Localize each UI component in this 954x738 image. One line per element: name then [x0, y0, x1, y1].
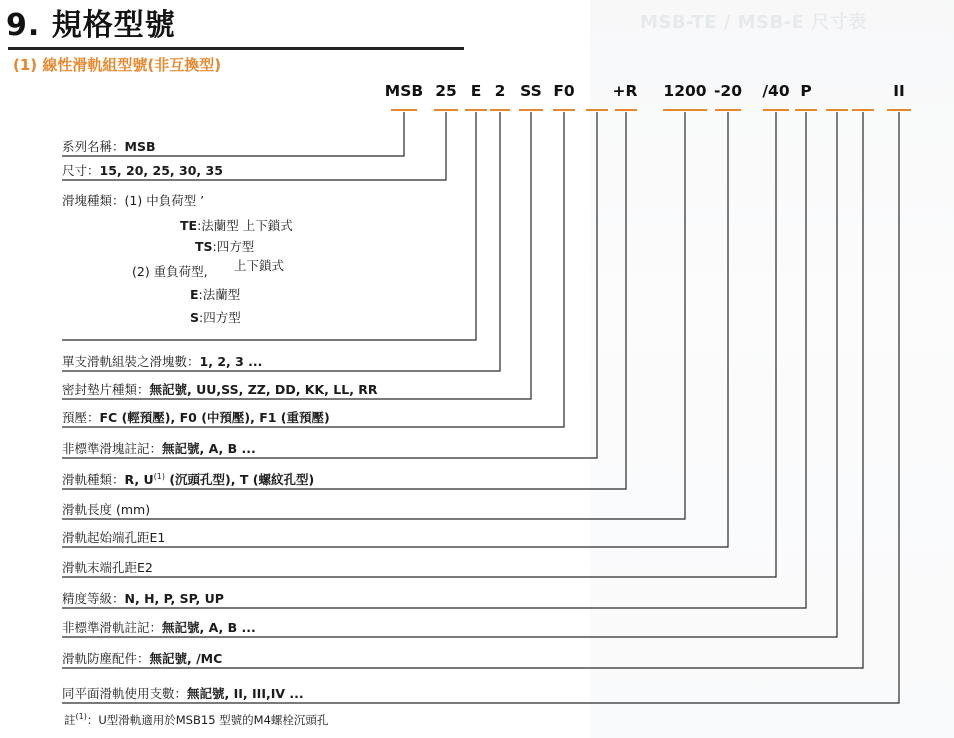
option-desc: :四方型 — [212, 239, 255, 254]
code-segment-series: MSB — [384, 82, 424, 100]
option-desc: :四方型 — [199, 310, 241, 325]
row-label: 精度等級： — [62, 591, 125, 606]
option-code: TS — [195, 239, 213, 254]
row-size — [62, 161, 223, 179]
code-segment-preload: F0 — [553, 82, 575, 100]
option-desc: :法蘭型 — [198, 287, 241, 302]
row-label: 滑軌末端孔距E2 — [62, 560, 153, 575]
code-segment-size: 25 — [435, 82, 457, 100]
row-label: 單支滑軌組裝之滑塊數： — [62, 354, 200, 369]
block-option-s — [190, 308, 241, 326]
row-label: 滑軌長度 (mm) — [62, 502, 151, 517]
code-segment-accuracy: P — [800, 82, 812, 100]
row-label: 滑塊種類： — [62, 193, 125, 208]
option-code: S — [190, 310, 200, 325]
option-code: TE — [180, 218, 198, 233]
option-desc: :法蘭型 上下鎖式 — [197, 218, 293, 233]
footnote-mark: (1) — [75, 712, 87, 722]
footnote-prefix: 註 — [64, 713, 76, 727]
row-label: 預壓： — [62, 410, 100, 425]
code-segment-block-count: 2 — [494, 82, 506, 100]
footnote-text: ：U型滑軌適用於MSB15 型號的M4螺栓沉頭孔 — [86, 713, 329, 727]
background-ghost-title: MSB-TE / MSB-E 尺寸表 — [640, 12, 867, 33]
footnote-mark: (1) — [153, 471, 165, 481]
row-value: 15, 20, 25, 30, 35 — [99, 163, 223, 178]
code-segment-rail-type: +R — [612, 82, 638, 100]
row-rail-type — [62, 470, 314, 488]
row-seal — [62, 380, 378, 398]
code-segment-e2: /40 — [762, 82, 790, 100]
code-segment-block-type: E — [470, 82, 482, 100]
block-option-te — [180, 216, 293, 234]
row-block-type — [62, 191, 204, 209]
block-type-heavy: (2) 重負荷型, — [132, 264, 208, 279]
row-value: 無記號, A, B ... — [162, 441, 256, 456]
row-accuracy — [62, 589, 224, 607]
row-label: 滑軌起始端孔距E1 — [62, 530, 166, 545]
row-value: MSB — [124, 139, 156, 154]
row-nonstd-rail — [62, 618, 256, 636]
code-segment-parallel: II — [893, 82, 905, 100]
row-value: 1, 2, 3 ... — [199, 354, 263, 369]
page-title: 9. 規格型號 — [6, 8, 176, 43]
row-value: 無記號, II, III,IV ... — [187, 686, 304, 701]
block-option-ts — [195, 237, 254, 255]
row-value: N, H, P, SP, UP — [124, 591, 224, 606]
row-rail-length — [62, 500, 150, 518]
option-code: E — [190, 287, 199, 302]
row-value: 無記號, UU,SS, ZZ, DD, KK, LL, RR — [149, 382, 378, 397]
row-value: (沉頭孔型), T (螺紋孔型) — [164, 472, 315, 487]
row-label: 滑軌種類： — [62, 472, 125, 487]
row-value: R, U — [124, 472, 154, 487]
row-series — [62, 137, 156, 155]
row-e2 — [62, 558, 153, 576]
code-segment-seal: SS — [520, 82, 542, 100]
section-subtitle: (1) 線性滑軌組型號(非互換型) — [13, 56, 222, 74]
row-e1 — [62, 528, 165, 546]
row-label: 同平面滑軌使用支數： — [62, 686, 188, 701]
row-value: 無記號, /MC — [149, 651, 223, 666]
block-type-medium: (1) 中負荷型 ’ — [124, 193, 205, 208]
row-label: 密封墊片種類： — [62, 382, 150, 397]
block-type-heavy-note: 上下鎖式 — [234, 258, 285, 273]
block-option-e — [190, 285, 240, 303]
row-value: 無記號, A, B ... — [162, 620, 256, 635]
row-preload — [62, 408, 330, 426]
row-label: 非標準滑軌註記： — [62, 620, 163, 635]
row-label: 系列名稱： — [62, 139, 125, 154]
row-label: 滑軌防塵配件： — [62, 651, 150, 666]
row-label: 尺寸： — [62, 163, 100, 178]
footnote — [64, 712, 328, 728]
code-segment-e1: -20 — [713, 82, 743, 100]
row-label: 非標準滑塊註記： — [62, 441, 163, 456]
row-block-count — [62, 352, 262, 370]
connector-e2 — [62, 112, 776, 577]
row-nonstd-block — [62, 439, 256, 457]
row-value: FC (輕預壓), F0 (中預壓), F1 (重預壓) — [99, 410, 330, 425]
row-parallel — [62, 684, 304, 702]
row-dust — [62, 649, 222, 667]
code-segment-rail-length: 1200 — [663, 82, 707, 100]
